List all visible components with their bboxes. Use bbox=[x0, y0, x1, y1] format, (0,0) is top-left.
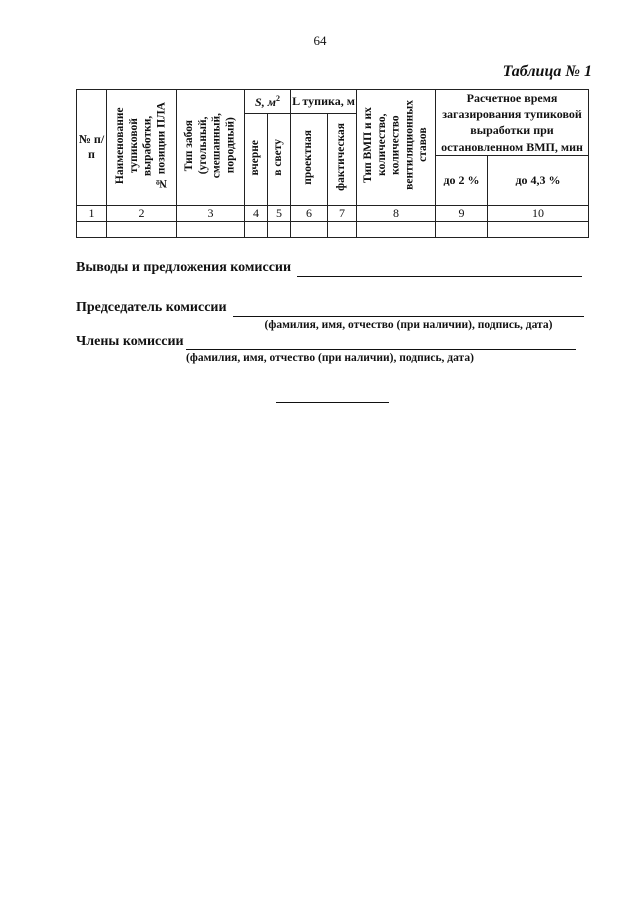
column-number-cell: 6 bbox=[291, 205, 328, 221]
data-table bbox=[76, 89, 589, 238]
column-number-cell: 3 bbox=[177, 205, 245, 221]
header-number: № п/п bbox=[77, 90, 107, 206]
header-line: смешанный, bbox=[210, 112, 223, 178]
column-number-cell: 7 bbox=[328, 205, 357, 221]
conclusions-input-line[interactable] bbox=[297, 276, 582, 277]
chairman-input-line[interactable] bbox=[233, 316, 584, 317]
header-line: Тип забоя bbox=[182, 119, 195, 171]
members-input-line[interactable] bbox=[186, 349, 576, 350]
column-number-cell: 5 bbox=[268, 205, 291, 221]
header-line: ставов bbox=[416, 128, 429, 163]
column-number-cell: 1 bbox=[77, 205, 107, 221]
column-number-cell: 10 bbox=[488, 205, 589, 221]
column-number-cell: 2 bbox=[107, 205, 177, 221]
header-working-name bbox=[107, 90, 177, 206]
column-number-cell: 9 bbox=[436, 205, 488, 221]
column-number-row bbox=[77, 205, 589, 221]
header-fan-type bbox=[357, 90, 436, 206]
column-number-cell: 8 bbox=[357, 205, 436, 221]
closing-rule bbox=[276, 402, 389, 403]
header-s-rough: вчерне bbox=[245, 114, 268, 206]
header-line: № позиции ПЛА bbox=[155, 101, 168, 189]
column-number-cell: 4 bbox=[245, 205, 268, 221]
chairman-label: Председатель комиссии bbox=[76, 300, 227, 315]
header-line: вентиляционных bbox=[402, 100, 415, 191]
header-face-type bbox=[177, 90, 245, 206]
header-line: Наименование bbox=[113, 107, 126, 184]
header-line: количество bbox=[389, 115, 402, 176]
empty-data-row bbox=[77, 221, 589, 237]
header-line: Тип ВМП и их bbox=[361, 107, 374, 184]
header-section-area: S, $м^2$ bbox=[245, 90, 291, 114]
members-label: Члены комиссии bbox=[76, 334, 184, 349]
header-line: (угольный, bbox=[196, 116, 209, 175]
members-hint: (фамилия, имя, отчество (при наличии), подпись, дата) bbox=[186, 352, 474, 364]
header-l-design: проектная bbox=[291, 114, 328, 206]
page-number: 64 bbox=[313, 33, 327, 48]
conclusions-label: Выводы и предложения комиссии bbox=[76, 260, 292, 275]
header-time-2: до 2 % bbox=[436, 155, 488, 205]
header-line: тупиковой bbox=[127, 117, 140, 173]
header-line: выработки, bbox=[141, 115, 154, 176]
header-l-actual: фактическая bbox=[328, 114, 357, 206]
chairman-hint: (фамилия, имя, отчество (при наличии), подпись, дата) bbox=[264, 319, 553, 331]
header-time-43: до 4,3 % bbox=[488, 155, 589, 205]
table-caption: Таблица № 1 bbox=[502, 63, 592, 80]
header-line: количество, bbox=[375, 114, 388, 177]
header-dead-end-length: L тупика, м bbox=[291, 90, 357, 114]
header-line: породный) bbox=[224, 117, 237, 174]
header-s-clear: в свету bbox=[268, 114, 291, 206]
header-gassing-time: Расчетное время загазирования тупиковой выработки при остановленном ВМП, мин bbox=[436, 90, 589, 156]
